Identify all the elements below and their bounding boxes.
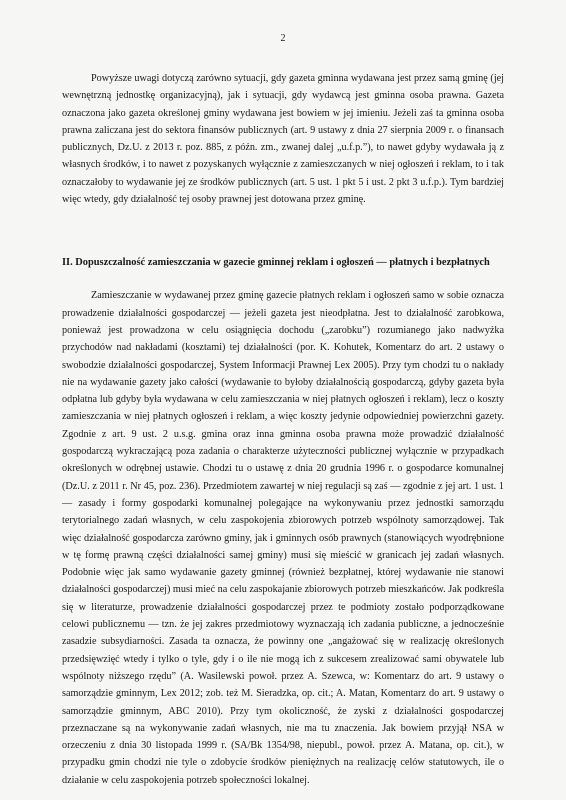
section-heading: II. Dopuszczalność zamieszczania w gazecie gminnej reklam i ogłoszeń — płatnych i bezpłatnych (62, 257, 490, 269)
paragraph-intro: Powyższe uwagi dotyczą zarówno sytuacji, gdy gazeta gminna wydawana jest przez samą gminę (jej wewnętrzną jednostkę organizacyjną), jak i sytuacji, gdy wydawcą jest gminna osoba prawna. Gazeta oznaczona jako gazeta określonej gminy wydawana jest bowiem w jej imieniu. Jeżeli zaś ta gminna osoba prawna zaliczana jest do sektora finansów publicznych (art. 9 ustawy z dnia 27 sierpnia 2009 r. o finansach publicznych, Dz.U. z 2013 r. poz. 885, z późn. zm., zwanej dalej „u.f.p.”), to nawet gdyby wydawała ją z własnych środków, i to nawet z pozyskanych wyłącznie z zamieszczanych w niej ogłoszeń i reklam, to i tak oznaczałoby to wydawanie jej ze środków publicznych (art. 5 ust. 1 pkt 5 i ust. 2 pkt 3 u.f.p.). Tym bardziej więc wtedy, gdy działalność tej osoby prawnej jest dotowana przez gminę. (62, 73, 504, 206)
paragraph-main: Zamieszczanie w wydawanej przez gminę gazecie płatnych reklam i ogłoszeń samo w sobie oznacza prowadzenie działalności gospodarczej — jeżeli gazeta jest nieodpłatna. Jest to działalność zarobkowa, ponieważ jest prowadzona w celu osiągnięcia dochodu („zarobku”) rozumianego jako nadwyżka przychodów nad nakładami (kosztami) tej działalności (por. K. Kohutek, Komentarz do art. 2 ustawy o swobodzie działalności gospodarczej, System Informacji Prawnej Lex 2005). Przy tym chodzi tu o nakłady nie na wydawanie gazety jako całości (wydawanie to byłoby działalnością gospodarczą, gdyby gazeta była odpłatna lub gdyby była wydawana w celu zamieszczania w niej płatnych ogłoszeń i reklam), lecz o koszty zamieszczania w niej płatnych ogłoszeń i reklam, a więc koszty jedynie odpowiedniej powierzchni gazety. Zgodnie z art. 9 ust. 2 u.s.g. gmina oraz inna gminna osoba prawna może prowadzić działalność gospodarczą wykraczającą poza zadania o charakterze użyteczności publicznej wyłącznie w przypadkach określonych w odrębnej ustawie. Chodzi tu o ustawę z dnia 20 grudnia 1996 r. o gospodarce komunalnej (Dz.U. z 2011 r. Nr 45, poz. 236). Przedmiotem zawartej w niej regulacji są zaś — zgodnie z jej art. 1 ust. 1 — zasady i formy gospodarki komunalnej polegające na wykonywaniu przez jednostki samorządu terytorialnego zadań własnych, w celu zaspokojenia zbiorowych potrzeb wspólnoty samorządowej. Tak więc działalność gospodarcza zarówno gminy, jak i gminnych osób prawnych (stanowiących wyodrębnione w tę formę prawną części działalności samej gminy) musi się mieścić w granicach jej zadań własnych. Podobnie więc jak samo wydawanie gazety gminnej (również bezpłatnej, której wydawanie nie stanowi działalności gospodarczej) musi mieć na celu zaspokajanie zbiorowych potrzeb mieszkańców. Jak podkreśla się w literaturze, prowadzenie działalności gospodarczej przez te podmioty zostało podporządkowane celowi publicznemu — tzn. że jej zakres przedmiotowy wyznaczają ich zadania publiczne, a jednocześnie zasadzie subsydiarności. Zasada ta oznacza, że powinny one „angażować się w realizację określonych przedsięwzięć wtedy i tylko o tyle, gdy i o ile nie mogą ich z sukcesem zrealizować sami obywatele lub wspólnoty niższego rzędu” (A. Wasilewski powoł. przez A. Szewca, w: Komentarz do art. 9 ustawy o samorządzie gminnym, Lex 2012; zob. też M. Sieradzka, op. cit.; A. Matan, Komentarz do art. 9 ustawy o samorządzie gminnym, ABC 2010). Przy tym okoliczność, że zyski z działalności gospodarczej przeznaczane są na wykonywanie zadań własnych, nie ma tu znaczenia. Jak bowiem przyjął NSA w orzeczeniu z dnia 30 listopada 1999 r. (SA/Bk 1354/98, niepubl., powoł. przez A. Matana, op. cit.), w przypadku gmin chodzi nie tyle o zdobycie środków pieniężnych na realizację celów statutowych, ile o działanie w celu zaspokojenia potrzeb społeczności lokalnej. (62, 290, 504, 786)
page-number: 2 (280, 33, 286, 44)
